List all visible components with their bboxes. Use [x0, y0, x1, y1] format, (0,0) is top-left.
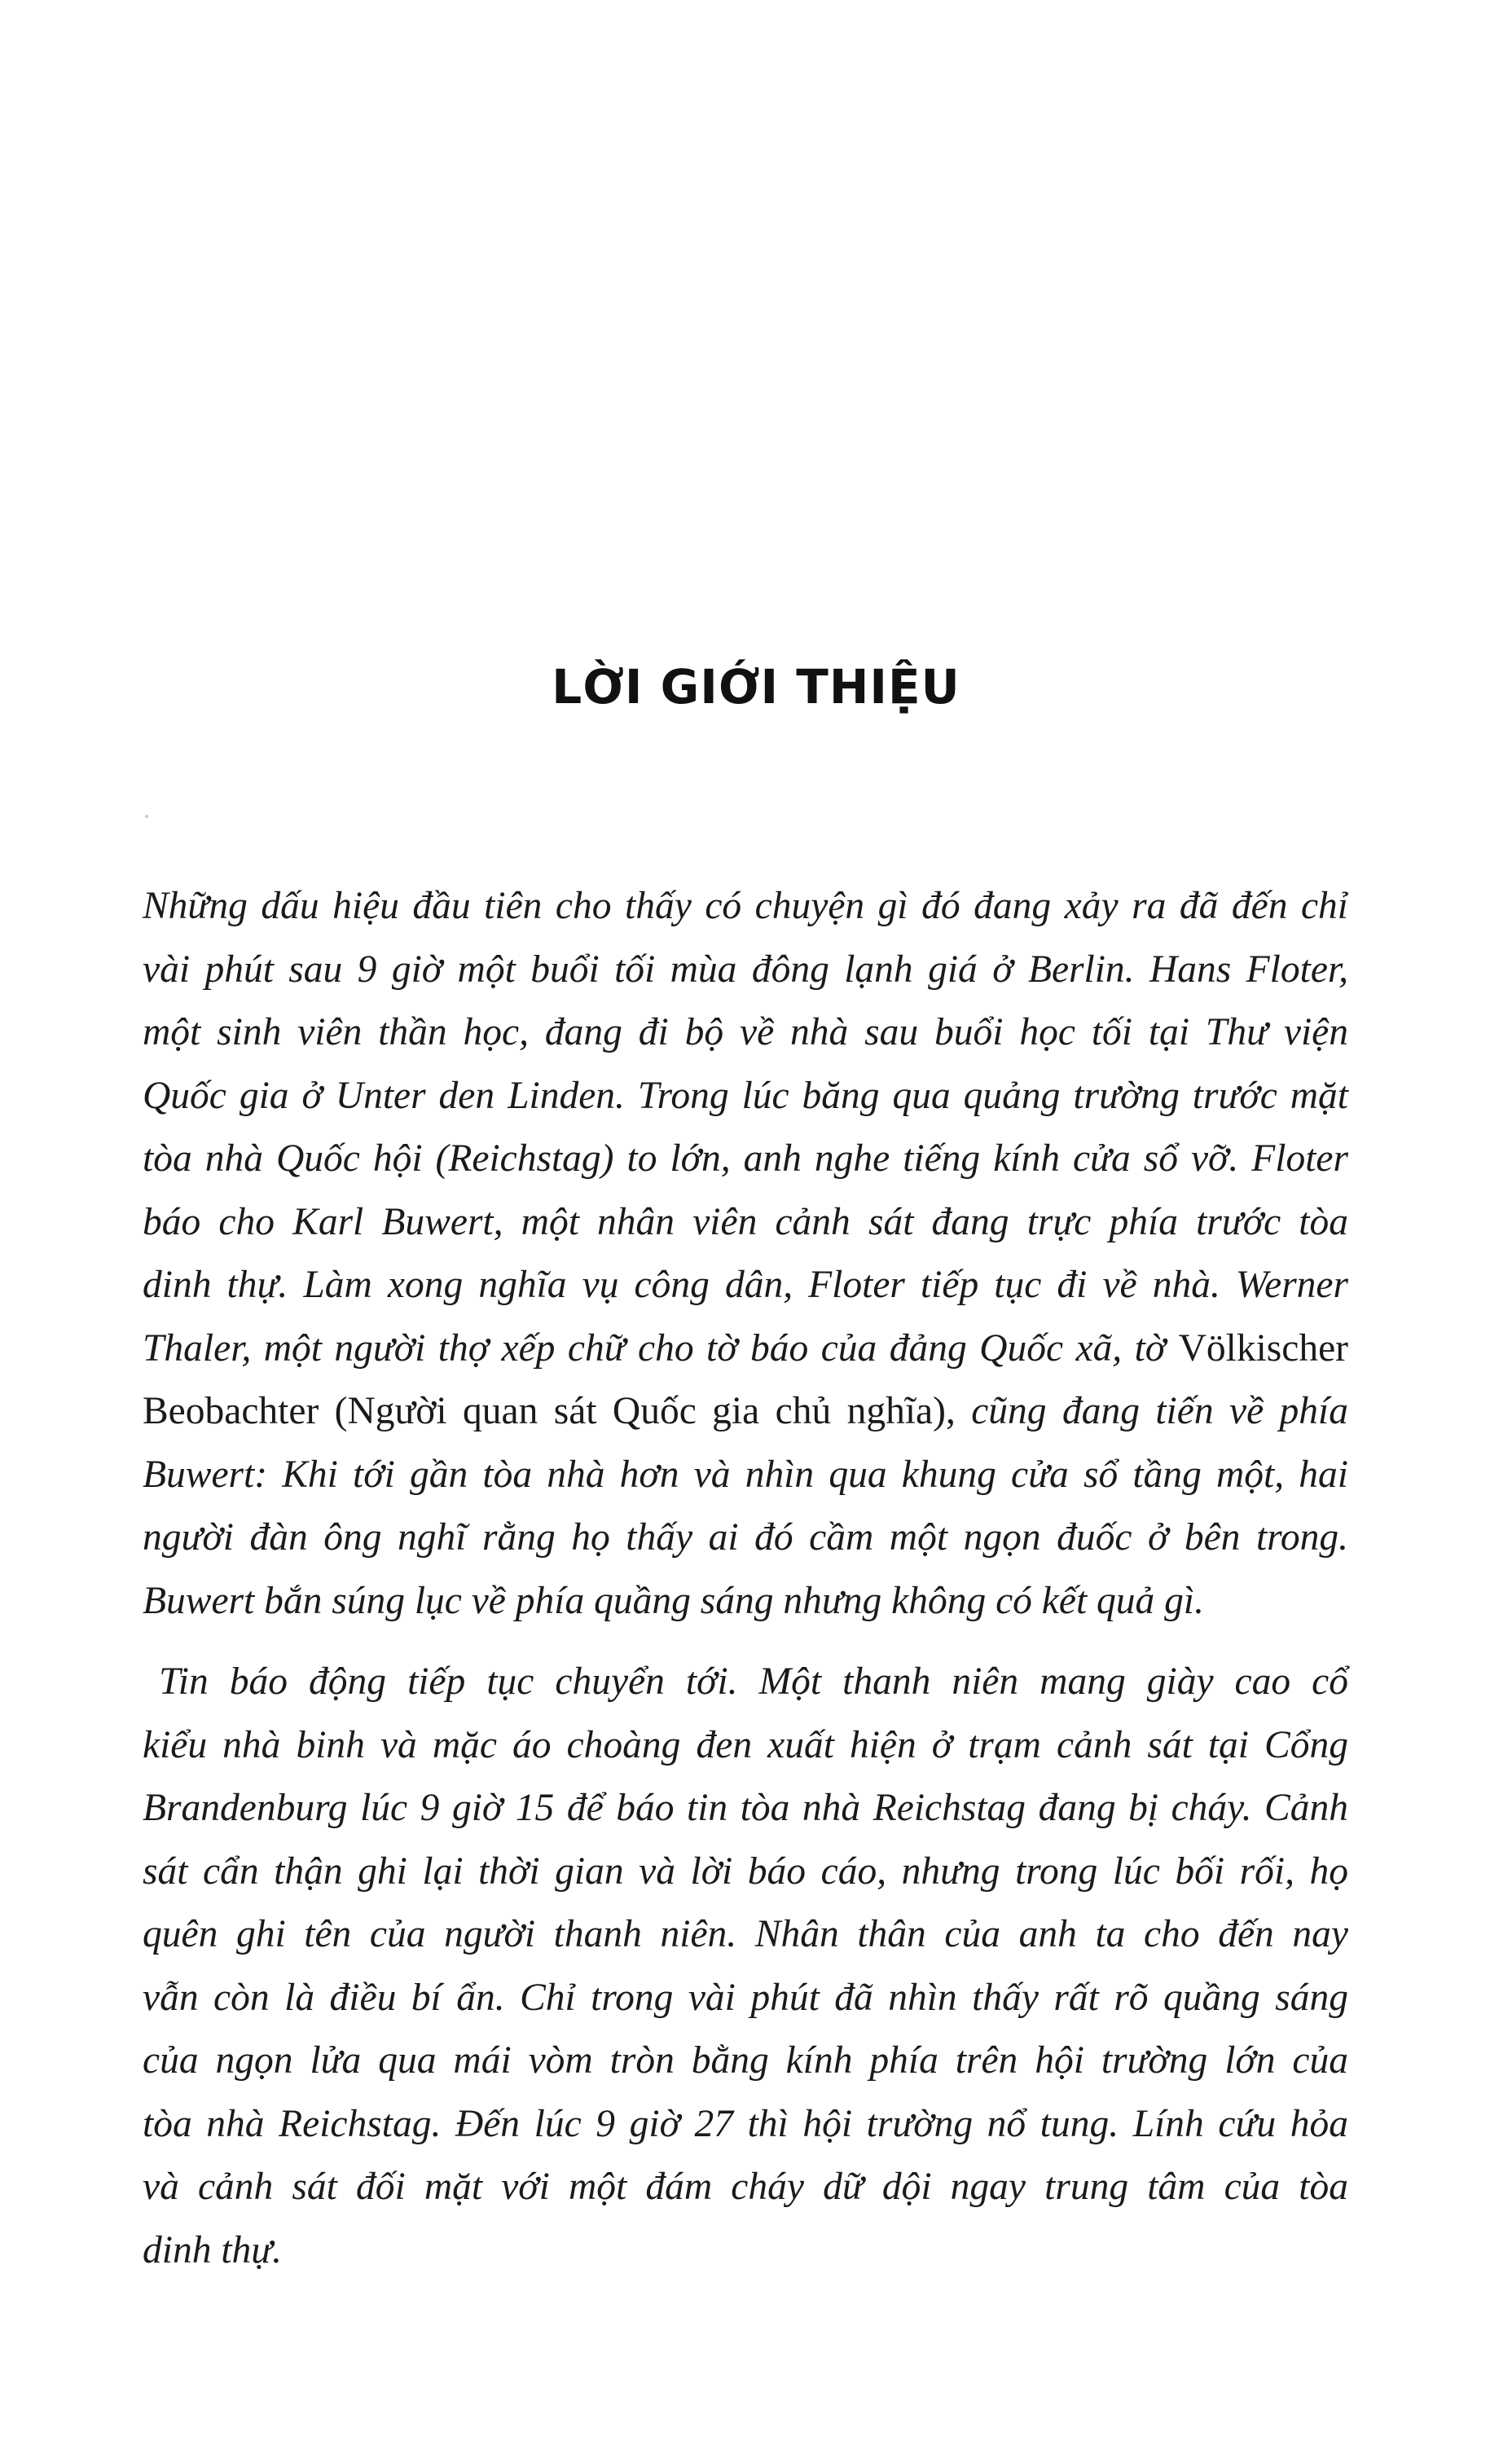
- text-line: [143, 1506, 1348, 1570]
- text-run: và cảnh sát đối mặt với một đám cháy dữ dội ngay trung tâm của tòa: [143, 2166, 1348, 2208]
- text-run: tòa nhà Quốc hội (Reichstag) to lớn, anh nghe tiếng kính cửa sổ vỡ. Floter: [143, 1137, 1348, 1180]
- text-line: [143, 2156, 1348, 2219]
- text-run: vài phút sau 9 giờ một buổi tối mùa đông lạnh giá ở Berlin. Hans Floter,: [143, 948, 1348, 991]
- text-line: [143, 1444, 1348, 1507]
- text-run: một sinh viên thần học, đang đi bộ về nhà sau buổi học tối tại Thư viện: [143, 1011, 1348, 1053]
- text-run: quên ghi tên của người thanh niên. Nhân thân của anh ta cho đến nay: [143, 1913, 1348, 1955]
- text-line: [143, 1380, 1348, 1444]
- text-line: [143, 1317, 1348, 1381]
- text-run: Brandenburg lúc 9 giờ 15 để báo tin tòa nhà Reichstag đang bị cháy. Cảnh: [143, 1787, 1348, 1829]
- text-run: Thaler, một người thợ xếp chữ cho tờ báo của đảng Quốc xã, tờ: [143, 1326, 1179, 1370]
- text-run: kiểu nhà binh và mặc áo choàng đen xuất hiện ở trạm cảnh sát tại Cổng: [143, 1723, 1348, 1766]
- text-line: [143, 1714, 1348, 1778]
- chapter-heading: LỜI GIỚI THIỆU: [552, 658, 960, 715]
- text-line: [143, 2219, 1348, 2283]
- text-line: [143, 1967, 1348, 2030]
- text-run: người đàn ông nghĩ rằng họ thấy ai đó cầm một ngọn đuốc ở bên trong.: [143, 1516, 1348, 1559]
- text-run: Buwert bắn súng lục về phía quầng sáng nhưng không có kết quả gì.: [143, 1579, 1204, 1622]
- text-line: [143, 1651, 1348, 1714]
- text-line: [143, 1841, 1348, 1904]
- text-run: dinh thự.: [143, 2228, 283, 2271]
- text-run: Völkischer: [1178, 1326, 1348, 1370]
- text-line: [143, 1903, 1348, 1967]
- text-run: Những dấu hiệu đầu tiên cho thấy có chuyện gì đó đang xảy ra đã đến chỉ: [143, 885, 1348, 927]
- text-line: [143, 1001, 1348, 1065]
- text-run: vẫn còn là điều bí ẩn. Chỉ trong vài phút đã nhìn thấy rất rõ quầng sáng: [143, 1976, 1348, 2019]
- text-run: Buwert: Khi tới gần tòa nhà hơn và nhìn qua khung cửa sổ tầng một, hai: [143, 1453, 1348, 1496]
- text-line: [143, 1254, 1348, 1317]
- text-line: [143, 875, 1348, 939]
- text-line: [143, 2030, 1348, 2093]
- paper-speck: [145, 815, 148, 818]
- text-line: [143, 1128, 1348, 1191]
- text-run: Quốc gia ở Unter den Linden. Trong lúc băng qua quảng trường trước mặt: [143, 1074, 1348, 1117]
- text-run: cũng đang tiến về phía: [955, 1390, 1348, 1432]
- text-run: báo cho Karl Buwert, một nhân viên cảnh sát đang trực phía trước tòa: [143, 1200, 1348, 1243]
- paragraph-1: [143, 875, 1348, 1633]
- text-run: Beobachter (Người quan sát Quốc gia chủ nghĩa),: [143, 1390, 956, 1432]
- text-line: [143, 2093, 1348, 2157]
- text-line: [143, 1065, 1348, 1128]
- body-text: [143, 875, 1348, 2282]
- text-run: dinh thự. Làm xong nghĩa vụ công dân, Floter tiếp tục đi về nhà. Werner: [143, 1264, 1348, 1306]
- text-run: sát cẩn thận ghi lại thời gian và lời báo cáo, nhưng trong lúc bối rối, họ: [143, 1849, 1348, 1893]
- text-line: [143, 1570, 1348, 1634]
- text-run: của ngọn lửa qua mái vòm tròn bằng kính phía trên hội trường lớn của: [143, 2039, 1348, 2082]
- text-run: Tin báo động tiếp tục chuyển tới. Một thanh niên mang giày cao cổ: [159, 1660, 1348, 1703]
- paragraph-2: [143, 1651, 1348, 2282]
- text-line: [143, 1191, 1348, 1255]
- text-line: [143, 939, 1348, 1002]
- text-line: [143, 1777, 1348, 1841]
- text-run: tòa nhà Reichstag. Đến lúc 9 giờ 27 thì hội trường nổ tung. Lính cứu hỏa: [143, 2102, 1348, 2145]
